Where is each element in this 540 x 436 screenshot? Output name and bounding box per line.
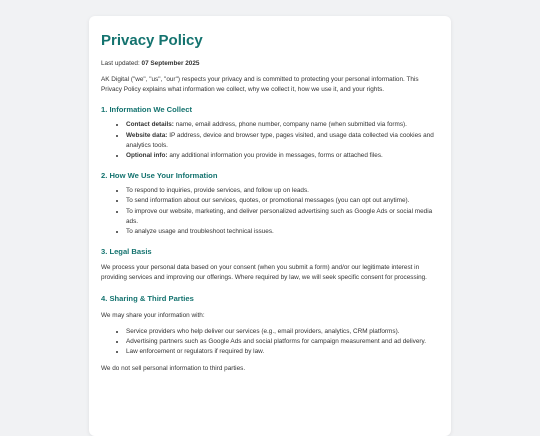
item-text: any additional information you provide in messages, forms or attached files. [169, 152, 383, 160]
item-label: Website data: [126, 131, 168, 139]
list-item: • Service providers who help deliver our services (e.g., email providers, analytics, CRM platforms). [126, 327, 439, 337]
policy-card [89, 16, 451, 436]
sharing-list [101, 327, 439, 358]
section-heading-sharing: 4. Sharing & Third Parties [101, 293, 194, 303]
list-item: • To respond to inquiries, provide services, and follow up on leads. [126, 186, 439, 196]
last-updated-date: 07 September 2025 [141, 60, 200, 67]
intro-paragraph: AK Digital ("we", "us", "our") respects your privacy and is committed to protecting your personal information. This Privacy Policy explains what information we collect, why we collect it, how we use it, and your rights. [101, 76, 419, 94]
item-text: IP address, device and browser type, pages visited, and usage data collected via cookies and analytics tools. [126, 131, 434, 149]
legal-paragraph: We process your personal data based on your consent (when you submit a form) and/or our legitimate interest in providing services and improving our offerings. Where required by law, we will seek specific consent for processing. [101, 264, 427, 282]
item-label: Optional info: [126, 152, 168, 160]
list-item: • To analyze usage and troubleshoot technical issues. [126, 227, 439, 237]
section-heading-use: 2. How We Use Your Information [101, 171, 218, 181]
use-list [101, 186, 439, 237]
list-item: • To send information about our services, quotes, or promotional messages (you can opt out anytime). [126, 196, 439, 206]
page-title: Privacy Policy [101, 32, 203, 49]
list-item [126, 120, 439, 130]
list-item: • Advertising partners such as Google Ads and social platforms for campaign measurement and ad delivery. [126, 337, 439, 347]
list-item: • Law enforcement or regulators if required by law. [126, 347, 439, 357]
sharing-outro: We do not sell personal information to third parties. [101, 365, 246, 373]
item-label: Contact details: [126, 121, 174, 129]
last-updated [101, 59, 439, 68]
item-text: name, email address, phone number, company name (when submitted via forms). [175, 121, 407, 129]
section-heading-legal: 3. Legal Basis [101, 247, 152, 257]
collect-list [101, 120, 439, 161]
list-item [126, 151, 439, 161]
list-item: • To improve our website, marketing, and deliver personalized advertising such as Google Ads or social media ads. [126, 207, 439, 227]
last-updated-label: Last updated: [101, 60, 140, 67]
section-heading-collect: 1. Information We Collect [101, 105, 192, 115]
list-item [126, 131, 439, 151]
sharing-intro: We may share your information with: [101, 311, 205, 319]
